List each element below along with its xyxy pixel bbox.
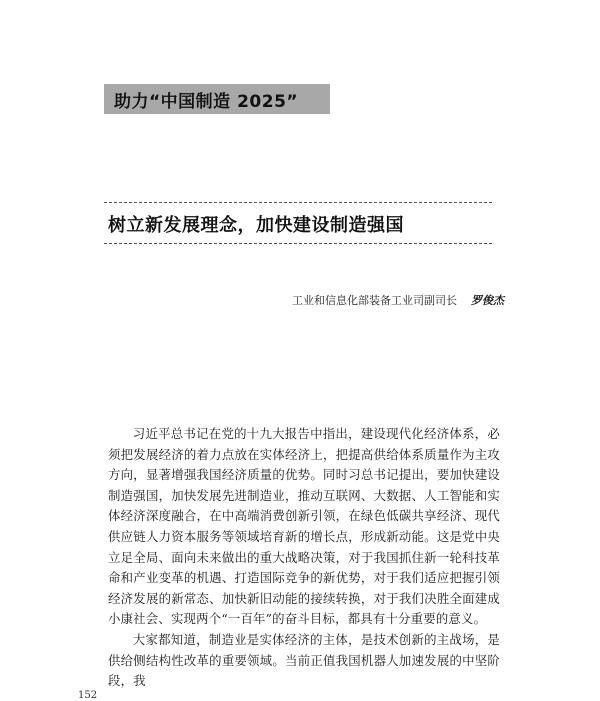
section-banner-text: 助力“中国制造 2025” [114,91,299,112]
body-paragraph: 大家都知道，制造业是实体经济的主体，是技术创新的主战场，是供给侧结构性改革的重要领域。当前正值我国机器人加速发展的中坚阶段，我 [108,631,500,689]
section-banner [104,84,330,114]
title-top-rule [104,202,492,203]
title-bottom-rule [104,243,492,244]
page-number: 152 [78,690,98,701]
article-body [108,424,500,692]
article-title: 树立新发展理念，加快建设制造强国 [108,215,404,236]
byline [292,292,504,308]
body-paragraph: 习近平总书记在党的十九大报告中指出，建设现代化经济体系，必须把发展经济的着力点放在实体经济上，把提高供给体系质量作为主攻方向，显著增强我国经济质量的优势。同时习总书记提出，要加快建设制造强国，加快发展先进制造业，推动互联网、大数据、人工智能和实体经济深度融合，在中高端消费创新引领，在绿色低碳共享经济、现代供应链人力资本服务等领域培育新的增长点，形成新动能。这是党中央立足全局、面向未来做出的重大战略决策，对于我国抓住新一轮科技革命和产业变革的机遇、打造国际竞争的新优势，对于我们适应把握引领经济发展的新常态、加快新旧动能的接续转换，对于我们决胜全面建成小康社会、实现两个“一百年”的奋斗目标，都具有十分重要的意义。 [108,426,500,627]
author-name: 罗俊杰 [471,294,504,307]
author-position: 工业和信息化部装备工业司副司长 [292,294,457,307]
